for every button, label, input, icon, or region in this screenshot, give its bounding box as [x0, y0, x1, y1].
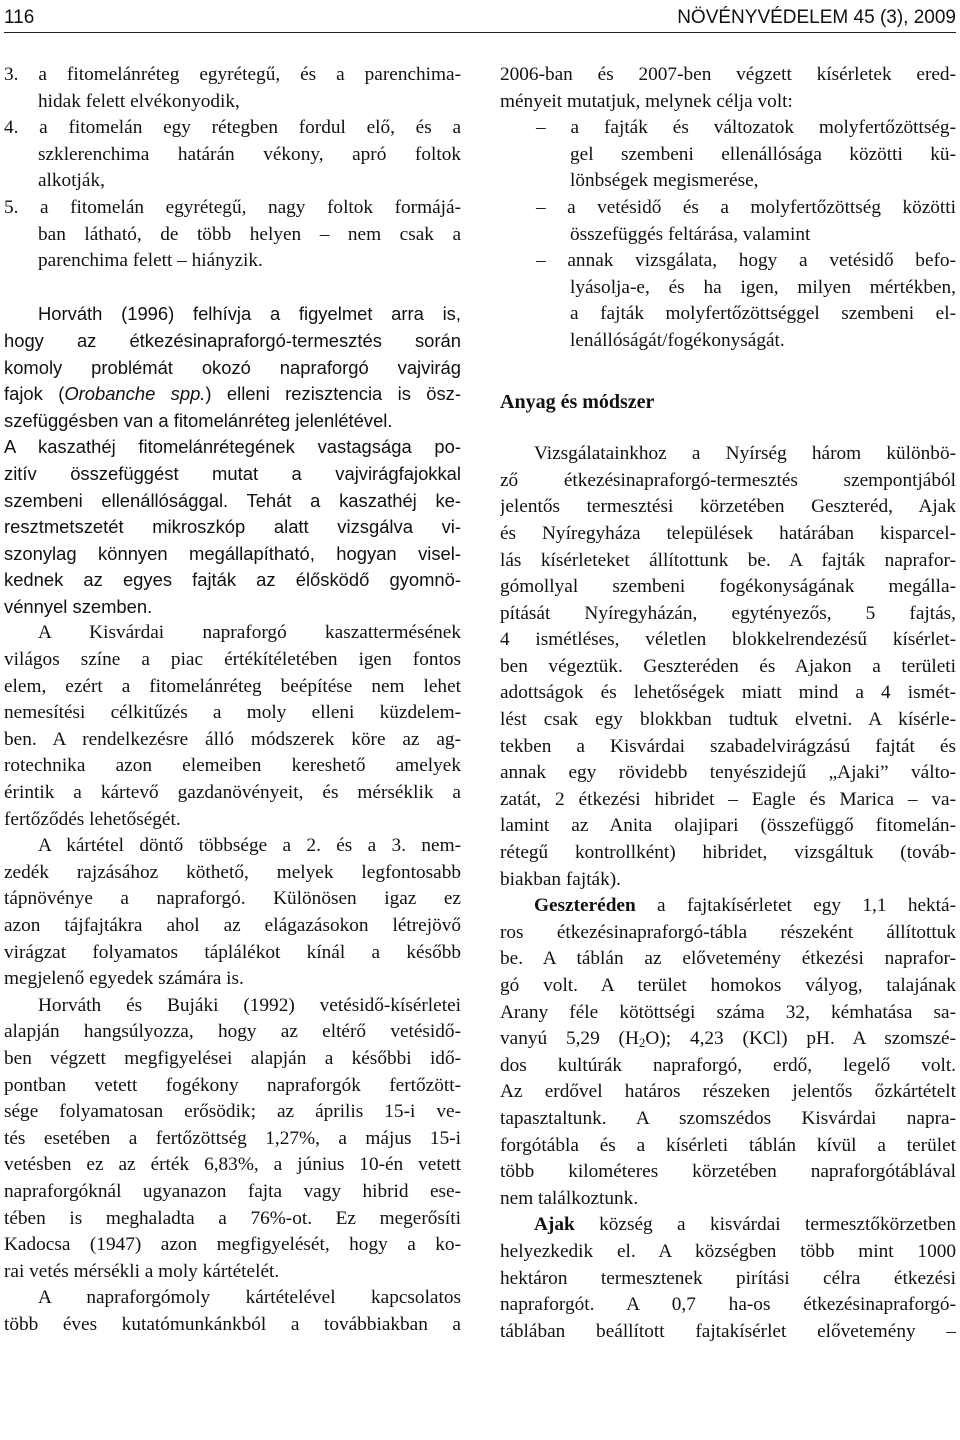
paragraph-intro: 2006-ban és 2007-ben végzett kísérletek ered- ményeit mutatjuk, melynek célja volt: — [500, 64, 956, 112]
goal-item: – a vetésidő és a molyfertőzöttség közötti — [536, 196, 956, 218]
paragraph-vizsgalat: Vizsgálatainkhoz a Nyírség három különbö- ző étkezésinapraforgó-termesztés szempontjából jelentős termesztési körzetében Geszteréd, Ajak és Nyíregyháza települések határában kisparcel- lás kísérleteket állítottunk be. A fajták naprafor- gómollyal szembeni fogékonyságának megálla- pítását Nyíregyházán, egytényezős, 5 fajtás, 4 ismétléses, véletlen blokkelrendezésű kísérlet- ben végeztük. Geszteréden és Ajakon a területi adottságok és lehetőségek miatt mind a 4 ismét- lést csak egy blokkban tudtuk elvetni. A kísérle- tekben a Kisvárdai szabadelvirágzású fajtát és annak egy rövidebb tenyészidejű „Ajaki” válto- zatát, 2 étkezési hibridet – Eagle és Marica – va- lamint az Anita olajipari (összefüggő fitomelán- rétegű kontrollként) hibridet, vizsgáltuk (továb- biakban fajták). — [500, 443, 956, 890]
paragraph-horvath-1996: Horváth (1996) felhívja a figyelmet arra is, hogy az étkezésinapraforgó-termesztés során komoly problémát okozó napraforgó vajvirág fajok (Orobanche spp.) elleni rezisztencia is ösz- szefüggésben van a fitomelánréteg jelenlétével. A kaszathéj fitomelánrétegének vastagsága po- zitív összefüggést mutat a vajvirágfajokkal szembeni ellenállósággal. Tehát a kaszathéj ke- resztmetszetét mikroszkóp alatt vizsgálva vi- szonylag könnyen megállapítható, hogyan visel- kednek az egyes fajták az élősködő gyomnö- vénnyel szemben. — [4, 303, 461, 617]
right-column — [500, 62, 956, 1345]
goal-item: – annak vizsgálata, hogy a vetésidő befo- — [536, 250, 956, 272]
paragraph-kartetel: A kártétel döntő többsége a 2. és a 3. nem- zedék rajzásához köthető, melyek legfontosabb tápnövénye a napraforgó. Különösen igaz ez azon tájfajtákra ahol az elágazásokon létrejövő virágzat folyamatos táplálékot kínál a később megjelenő egyedek számára is. — [4, 835, 461, 990]
numbered-list — [4, 62, 461, 275]
paragraph-last: A napraforgómoly kártételével kapcsolatos több éves kutatómunkánkból a továbbiakban a — [4, 1287, 461, 1335]
paragraph-geszteréd: Geszteréden a fajtakísérletet egy 1,1 hektá- ros étkezésinapraforgó-tábla részeként állítottuk be. A táblán az elővetemény étkezési naprafor- gó volt. A terület homokos vályog, talajának Arany féle kötöttségi száma 32, kémhatása sa- vanyú 5,29 $(H_2O)$; 4,23 (KCl) pH. A szomszé- dos kultúrák napraforgó, erdő, legelő volt. Az erdővel határos részeken jelentős őzkártételt tapasztaltunk. A szomszédos Kisvárdai napra- forgótábla és a kísérleti táblán kívül a terület több kilométeres körzetében napraforgótáblával nem találkoztunk. — [500, 895, 956, 1209]
paragraph-kisvardai: A Kisvárdai napraforgó kaszattermésének világos színe a piac értékítéletében igen fontos elem, ezért a fitomelánréteg beépítése nem lehet nemesítési célkitűzés a moly elleni küzdelem- ben. A rendelkezésre álló módszerek köre az ag- rotechnika azon elemeiben kereshető amelyek érintik a kártevő gazdanövényeit, és mérséklik a fertőződés lehetőségét. — [4, 622, 461, 830]
list-item-cont: hidak felett elvékonyodik, — [38, 90, 240, 112]
paragraph-ajak: Ajak község a kisvárdai termesztőkörzetben helyezkedik el. A községben több mint 1000 hektáron termesztenek pirítási célra étkezési napraforgót. A 0,7 ha-os étkezésinapraforgó- táblában beállított fajtakísérlet elővetemény – — [500, 1214, 956, 1342]
list-item-cont: szklerenchima határán vékony, apró foltok — [38, 143, 461, 165]
page-number: 116 — [4, 7, 35, 28]
paragraph-horvath-bujaki: Horváth és Bujáki (1992) vetésidő-kísérletei alapján hangsúlyozza, hogy az eltérő vetésidő- ben végzett megfigyelései alapján a későbbi idő- pontban vetett fogékony napraforgók fertőzött- sége folyamatosan erősödik; az április 15-i ve- tés esetében a fertőzöttség 1,27%, a május 15-i vetésben ez az érték 6,83%, a június 10-én vetett napraforgóknál ugyanazon fajta vagy hibrid ese- tében is meghaladta a 76%-ot. Ez megerősíti Kadocsa (1947) azon megfigyelését, hogy a ko- rai vetés mérsékli a moly kártételét. — [4, 994, 461, 1282]
list-item-cont: ban látható, de több helyen – nem csak a — [38, 223, 461, 245]
species-name: Orobanche spp. — [64, 383, 206, 405]
left-column — [4, 62, 461, 1339]
list-item: 4. a fitomelán egy rétegben fordul elő, és a — [4, 117, 461, 139]
bold-place-name: Ajak — [534, 1214, 575, 1236]
list-item: 3. a fitomelánréteg egyrétegű, és a parenchima- — [4, 64, 461, 85]
goal-item: – a fajták és változatok molyfertőzöttség- — [536, 117, 956, 139]
journal-title: NÖVÉNYVÉDELEM 45 (3), 2009 — [677, 7, 956, 28]
list-item-cont: alkotják, — [38, 170, 105, 192]
page-header — [4, 4, 956, 33]
goals-list: – a fajták és változatok molyfertőzöttség- gel szembeni ellenállósága közötti kü- lönbségek megismerése, – a vetésidő és a molyfertőzöttség közötti összefüggés feltárása, valamint – annak vizsgálata, hogy a vetésidő befo- lyásolja-e, és ha igen, milyen mértékben, a fajták molyfertőzöttséggel szembeni el- lenállóságát/fogékonyságát. — [500, 115, 956, 354]
section-heading: Anyag és módszer — [500, 390, 655, 413]
bold-place-name: Geszteréden — [534, 895, 636, 917]
list-item: 5. a fitomelán egyrétegű, nagy foltok formájá- — [4, 196, 461, 218]
list-item-cont: parenchima felett – hiányzik. — [38, 250, 263, 272]
subscript: 2 — [638, 1035, 646, 1051]
